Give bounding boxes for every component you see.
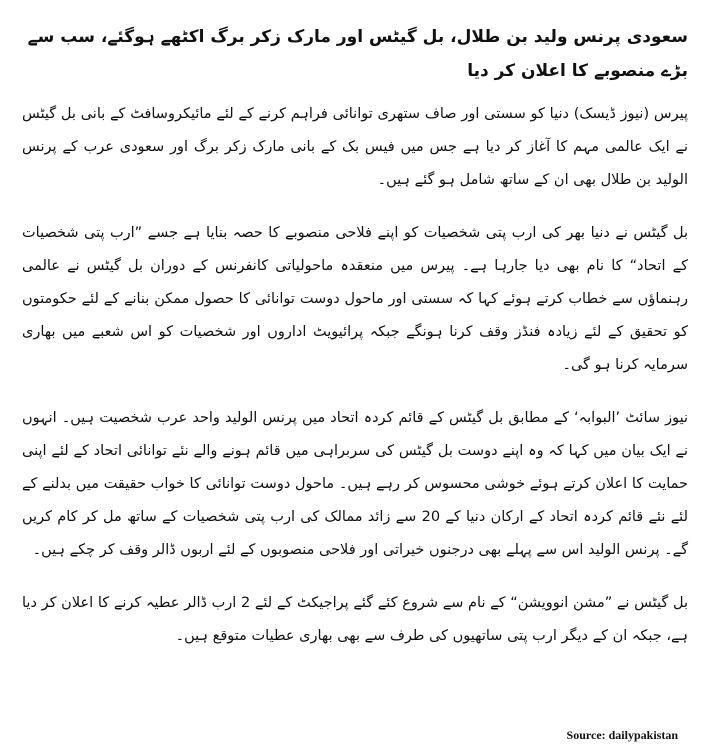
article-paragraph-2: بل گیٹس نے دنیا بھر کی ارب پتی شخصیات کو اپنے فلاحی منصوبے کا حصہ بنایا ہے جسے ”ارب پتی شخصیات کے اتحاد“ کا نام بھی دیا جارہا ہے۔ پیرس میں منعقدہ ماحولیاتی کانفرنس کے دوران بل گیٹس نے عالمی رہنماؤں سے خطاب کرتے ہوئے کہا کہ سستی اور ماحول دوست توانائی کا حصول ممکن بنانے کے لئے حکومتوں کو تحقیق کے لئے زیادہ فنڈز وقف کرنا ہونگے جبکہ پرائیویٹ اداروں اور شخصیات کو اس شعبے میں بھاری سرمایہ کرنا ہو گی۔	[22, 225, 688, 373]
article-paragraph-3: نیوز سائٹ ’البوابہ‘ کے مطابق بل گیٹس کے قائم کردہ اتحاد میں پرنس الولید واحد عرب شخصیت ہیں۔ انہوں نے ایک بیان میں کہا کہ وہ اپنے دوست بل گیٹس کی سربراہی میں قائم ہونے والے نئے توانائی اتحاد کے لئے اپنی حمایت کا اعلان کرتے ہوئے خوشی محسوس کر رہے ہیں۔ ماحول دوست توانائی کا خواب حقیقت میں بدلنے کے لئے نئے قائم کردہ اتحاد کے ارکان دنیا کے 20 سے زائد ممالک کی ارب پتی شخصیات کے ساتھ مل کر کام کریں گے۔ پرنس الولید اس سے پہلے بھی درجنوں خیراتی اور فلاحی منصوبوں کے لئے اربوں ڈالر وقف کر چکے ہیں۔	[22, 410, 688, 558]
source-credit: Source: dailypakistan	[566, 728, 678, 742]
article-body	[22, 20, 688, 673]
article-headline: سعودی پرنس ولید بن طلال، بل گیٹس اور مارک زکر برگ اکٹھے ہوگئے، سب سے بڑے منصوبے کا اعلان کر دیا	[27, 27, 688, 81]
article-paragraph-1: پیرس (نیوز ڈیسک) دنیا کو سستی اور صاف ستھری توانائی فراہم کرنے کے لئے مائیکروسافٹ کے بانی بل گیٹس نے ایک عالمی مہم کا آغاز کر دیا ہے جس میں فیس بک کے بانی مارک زکر برگ اور سعودی عرب کے پرنس الولید بن طلال بھی ان کے ساتھ شامل ہو گئے ہیں۔	[22, 106, 688, 188]
article-paragraph-4: بل گیٹس نے ”مشن انوویشن“ کے نام سے شروع کئے گئے پراجیکٹ کے لئے 2 ارب ڈالر عطیہ کرنے کا اعلان کر دیا ہے، جبکہ ان کے دیگر ارب پتی ساتھیوں کی طرف سے بھی بھاری عطیات متوقع ہیں۔	[22, 595, 688, 644]
